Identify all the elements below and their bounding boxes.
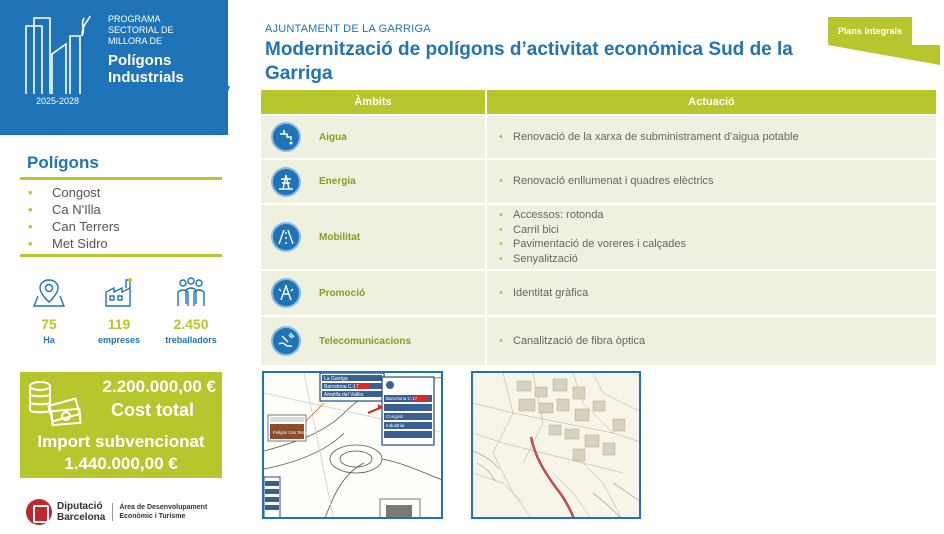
- action-item: • Identitat gràfica: [499, 286, 936, 301]
- stat-label: empreses: [97, 335, 141, 345]
- plans-integrals-tag: Plans integrals: [828, 17, 912, 45]
- poligon-item: • Ca N'Illa: [28, 201, 120, 218]
- poligon-item: • Congost: [28, 184, 120, 201]
- map-image: [471, 371, 641, 519]
- ajuntament-label: AJUNTAMENT DE LA GARRIGA: [265, 23, 431, 35]
- diputacio-logo: [26, 499, 207, 525]
- poligons-divider: [20, 177, 222, 180]
- signage-plan-image: [262, 371, 443, 519]
- actuacio-cell: [485, 317, 936, 365]
- action-item: • Pavimentació de voreres i calçades: [499, 237, 936, 252]
- sign-text: Polígon Can Terrers: [273, 430, 311, 435]
- action-item: • Renovació enllumenat i quadres elèctrics: [499, 174, 936, 189]
- table-row: [261, 271, 936, 315]
- header-actuacio: Actuació: [485, 90, 936, 114]
- actuacio-cell: [485, 160, 936, 203]
- table-header: [261, 90, 936, 114]
- action-item: • Carril bici: [499, 223, 936, 238]
- program-title: Polígons Industrials: [108, 52, 184, 86]
- banner-corner-decoration: [212, 86, 230, 136]
- stat-value: 119: [107, 316, 131, 332]
- subsidy-label: Import subvencionat: [37, 432, 205, 451]
- stat-label: Ha: [43, 335, 55, 345]
- total-cost-value: 2.200.000,00 €: [102, 377, 216, 396]
- stat-companies: [84, 276, 154, 345]
- sign-text: Barcelona C-17: [324, 384, 359, 390]
- actuacio-cell: [485, 116, 936, 158]
- sign-text: Industrial: [386, 423, 405, 428]
- stat-workers: [156, 276, 226, 345]
- signage-plan-drawing: [264, 373, 443, 519]
- industrial-skyline-icon: [22, 14, 92, 94]
- area-map-drawing: [473, 373, 641, 519]
- poligon-item: • Can Terrers: [28, 218, 120, 235]
- energy-tower-icon: [277, 173, 295, 191]
- table-row: [261, 317, 936, 365]
- workers-icon: [174, 276, 208, 310]
- total-cost-label: Cost total: [111, 400, 194, 420]
- page-title: Modernització de polígons d’activitat económica Sud de la Garriga: [265, 39, 793, 84]
- road-icon: [277, 228, 295, 246]
- org-name: Diputació Barcelona: [57, 501, 106, 523]
- poligons-title: Polígons: [27, 153, 99, 172]
- ambit-label: Promoció: [319, 287, 366, 299]
- action-item: • Renovació de la xarxa de subministrament d’aigua potable: [499, 130, 936, 145]
- action-item: • Canalització de fibra òptica: [499, 334, 936, 349]
- ambit-label: Energia: [319, 176, 356, 187]
- stat-area: [14, 276, 84, 345]
- map-pin-icon: [32, 276, 66, 310]
- promotion-icon: [277, 284, 295, 302]
- subsidy-value: 1.440.000,00 €: [64, 454, 178, 473]
- sign-text: Barcelona C-17: [386, 396, 418, 401]
- ambits-table: [261, 90, 936, 365]
- ambit-label: Telecomunicacions: [319, 335, 412, 347]
- tag-tail-decoration: [828, 45, 940, 65]
- poligons-list: [28, 184, 120, 252]
- table-row: [261, 116, 936, 158]
- diputacio-seal-icon: [26, 499, 52, 525]
- action-item: • Accessos: rotonda: [499, 208, 936, 223]
- water-tap-icon: [277, 128, 295, 146]
- table-row: [261, 205, 936, 269]
- actuacio-cell: [485, 205, 936, 269]
- telecom-hand-icon: [277, 332, 295, 350]
- program-banner: [0, 0, 228, 135]
- stat-label: treballadors: [165, 335, 217, 345]
- poligons-divider-bottom: [20, 254, 222, 257]
- stat-value: 75: [41, 316, 57, 332]
- ambit-label: Aigua: [319, 131, 347, 143]
- area-name: Àrea de Desenvolupament Econòmic i Turisme: [119, 504, 208, 520]
- sign-text: Ametlla del Vallès: [324, 392, 364, 398]
- header-ambits: Àmbits: [354, 96, 392, 108]
- cost-box: [20, 372, 222, 478]
- program-years: 2025-2028: [36, 96, 80, 106]
- coins-money-icon: [26, 378, 82, 428]
- action-item: • Senyalització: [499, 252, 936, 267]
- program-label: PROGRAMA SECTORIAL DE MILLORA DE: [108, 14, 174, 46]
- table-row: [261, 160, 936, 203]
- logo-separator: [112, 503, 113, 521]
- actuacio-cell: [485, 271, 936, 315]
- factory-icon: [102, 276, 136, 310]
- sign-text: La Garriga: [324, 376, 348, 382]
- poligon-item: • Met Sidro: [28, 235, 120, 252]
- ambit-label: Mobilitat: [319, 231, 361, 243]
- sign-text: Congost: [386, 414, 403, 419]
- stat-value: 2.450: [173, 316, 209, 332]
